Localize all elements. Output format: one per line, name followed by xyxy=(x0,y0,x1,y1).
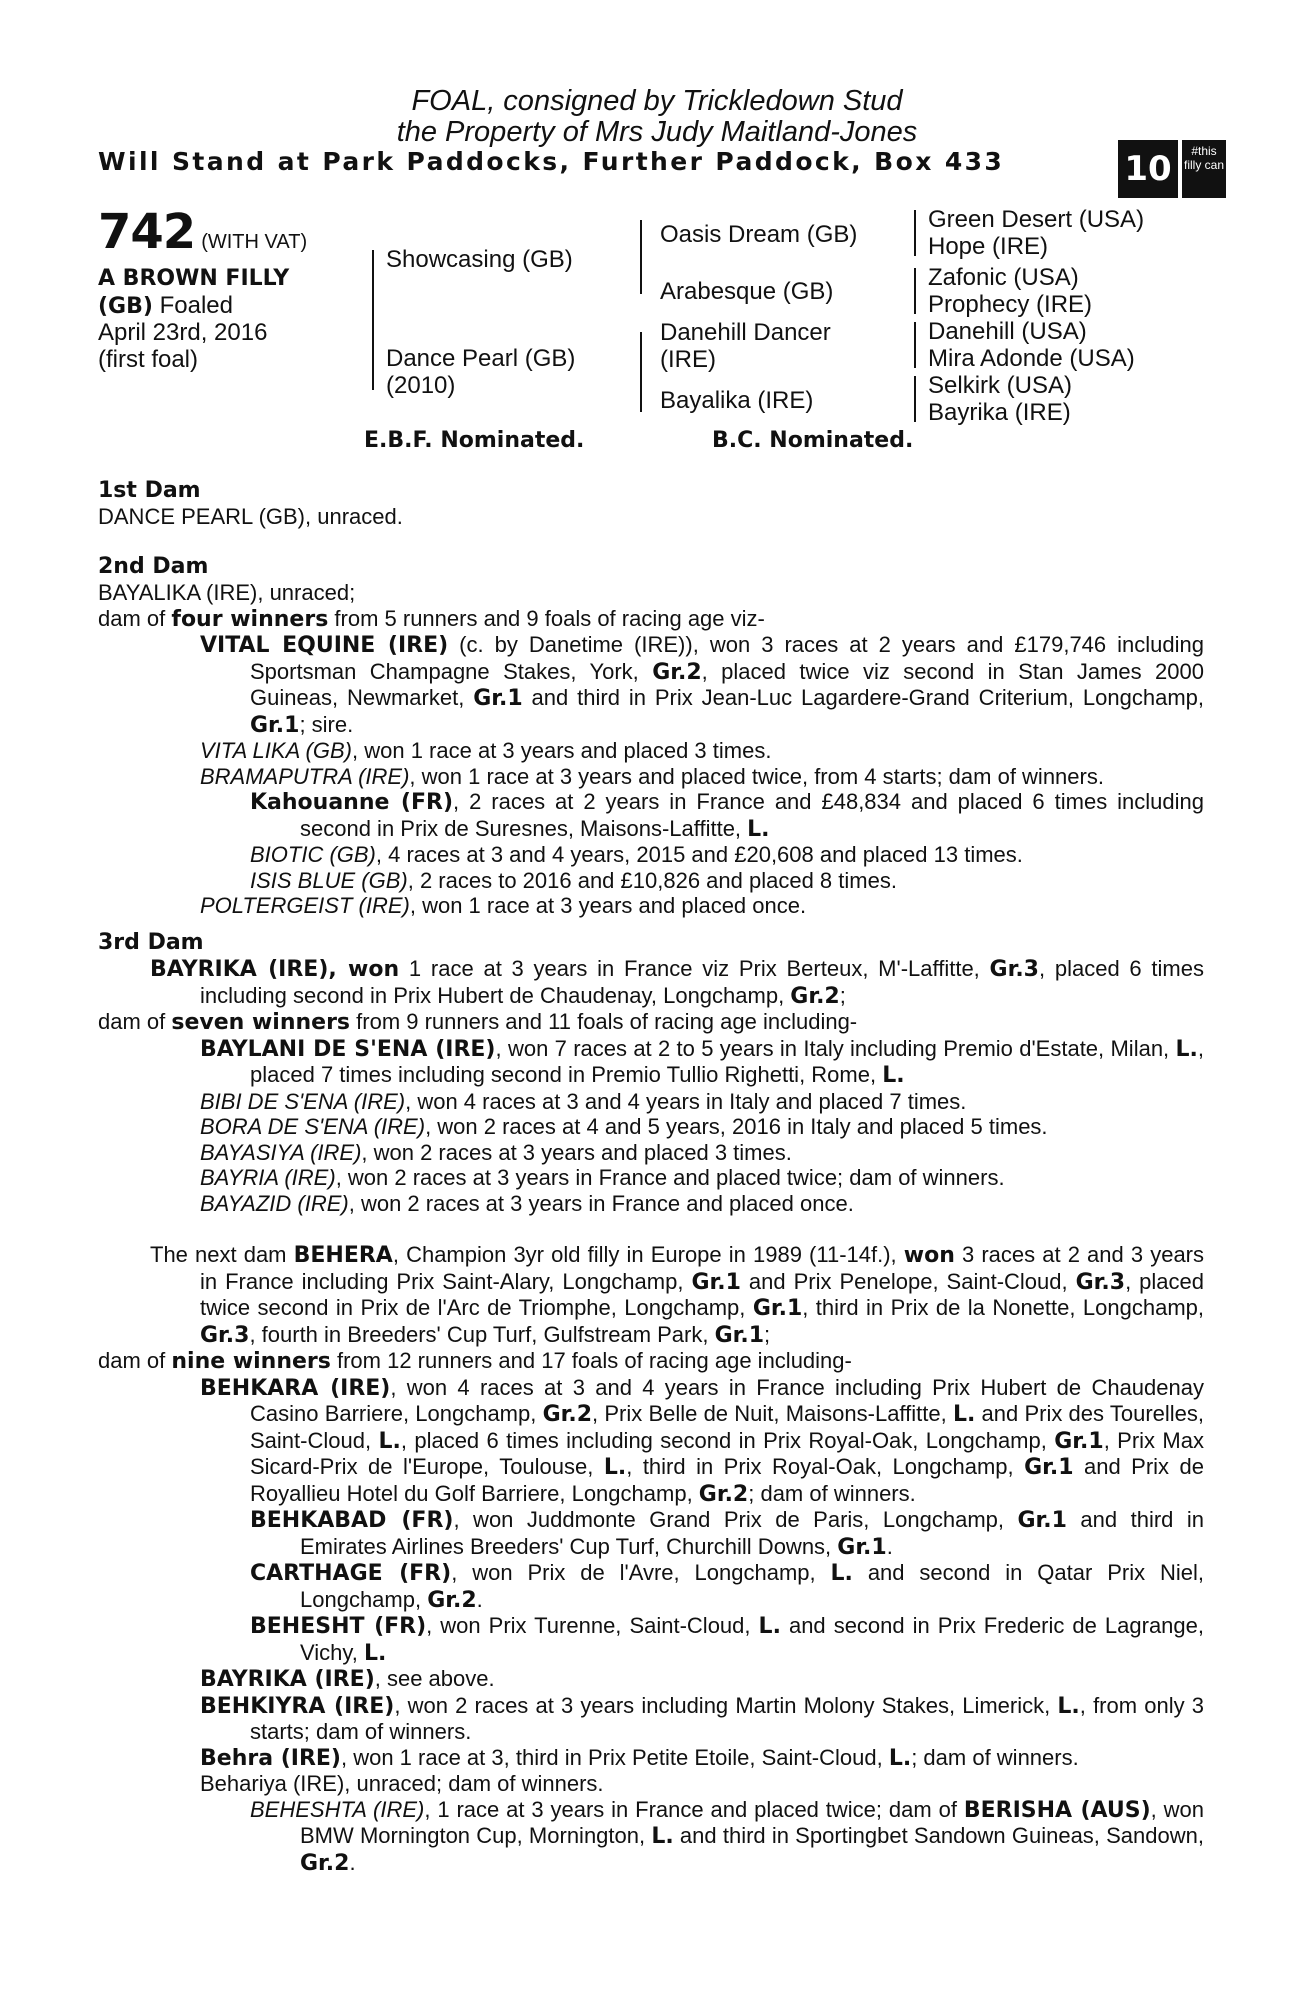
race-record: , won Prix Turenne, Saint-Cloud, xyxy=(426,1613,759,1638)
race-record: 1 race at 3 years in France viz Prix Berteux, M'-Laffitte, xyxy=(399,956,990,981)
race-record: . xyxy=(886,1533,893,1559)
produce-bayasiya xyxy=(98,1140,1204,1166)
brace-3 xyxy=(914,322,916,368)
horse-name: BEHKABAD (FR) xyxy=(250,1508,454,1533)
produce-behkara xyxy=(98,1375,1204,1508)
grade: Gr.3 xyxy=(200,1322,250,1348)
logo-ten: 10 xyxy=(1118,140,1178,198)
horse-name: BAYRIKA (IRE) xyxy=(200,1667,375,1692)
race-record: , won 2 races at 3 years in France and placed once. xyxy=(348,1190,854,1216)
race-record: , placed twice second in Prix de l'Arc de Triomphe, Longchamp, xyxy=(200,1268,1204,1320)
pedigree-g6: Mira Adonde (USA) xyxy=(928,345,1135,372)
horse-name: BIBI DE S'ENA (IRE) xyxy=(200,1088,406,1114)
grade: Gr.1 xyxy=(837,1534,887,1560)
race-record: , won 1 race at 3, third in Prix Petite Etoile, Saint-Cloud, xyxy=(340,1744,889,1770)
grade: L. xyxy=(1057,1693,1080,1719)
third-dam-produce xyxy=(98,1009,1204,1036)
pedigree-g4: Prophecy (IRE) xyxy=(928,291,1093,318)
race-record: , fourth in Breeders' Cup Turf, Gulfstream Park, xyxy=(249,1321,715,1347)
horse-name: BEHERA xyxy=(293,1243,393,1268)
foaling-date: April 23rd, 2016 xyxy=(98,319,268,346)
property-line: the Property of Mrs Judy Maitland-Jones xyxy=(396,116,918,148)
horse-name: BAYRIA (IRE) xyxy=(200,1165,336,1190)
race-record: , Prix Belle de Nuit, Maisons-Laffitte, xyxy=(592,1401,953,1426)
produce-kahouanne xyxy=(98,789,1204,842)
pedigree-dam-sire: Danehill Dancer xyxy=(660,319,831,346)
grade: L. xyxy=(952,1402,976,1427)
race-record: , won 2 races at 3 years in France and placed twice; dam of winners. xyxy=(335,1165,1005,1190)
produce-vital-equine xyxy=(98,632,1204,738)
pedigree-dam-sire-origin: (IRE) xyxy=(660,346,716,373)
won-label: , won xyxy=(328,957,400,982)
dam-of-label: dam of xyxy=(98,1009,172,1034)
race-record: , won 2 races at 3 years including Martin Molony Stakes, Limerick, xyxy=(394,1692,1058,1718)
race-record: (c. by Danetime (IRE)), won 3 races at 2 years and £179,746 including Sportsman Champagne Stakes, York, xyxy=(250,632,1205,684)
race-record: 3 races at 2 and 3 years in France including Prix Saint-Alary, Longchamp, xyxy=(200,1242,1205,1294)
pedigree-g1: Green Desert (USA) xyxy=(928,206,1145,233)
grade: Gr.1 xyxy=(250,712,300,738)
grade: Gr.1 xyxy=(1017,1508,1067,1533)
race-record: , won 7 races at 2 to 5 years in Italy including Premio d'Estate, Milan, xyxy=(495,1035,1176,1061)
race-record: , won Juddmonte Grand Prix de Paris, Longchamp, xyxy=(453,1507,1018,1532)
race-record: , won 1 race at 3 years and placed 3 times. xyxy=(352,738,772,763)
horse-name: BEHKIYRA (IRE) xyxy=(200,1693,395,1719)
race-record: , 2 races at 2 years in France and £48,834 and placed 6 times including second in Prix de Suresnes, Maisons-Laffitte, xyxy=(300,789,1204,841)
race-record: , won 1 race at 3 years and placed once. xyxy=(409,893,807,918)
horse-name: VITA LIKA (GB) xyxy=(200,738,352,763)
horse-name: POLTERGEIST (IRE) xyxy=(200,893,410,918)
race-record: , see above. xyxy=(374,1666,495,1691)
grade: Gr.2 xyxy=(427,1587,477,1613)
brace-2 xyxy=(914,268,916,314)
pedigree-dam-year: (2010) xyxy=(386,372,456,399)
race-record: and third in Sportingbet Sandown Guineas, Sandown, xyxy=(673,1823,1204,1848)
grade: Gr.1 xyxy=(714,1322,765,1348)
grade: L. xyxy=(603,1455,627,1480)
race-record: , won Prix de l'Avre, Longchamp, xyxy=(451,1560,831,1585)
horse-name: BERISHA (AUS) xyxy=(963,1797,1151,1823)
produce-behesht xyxy=(98,1613,1204,1666)
sire-brace xyxy=(640,220,642,294)
first-dam-heading: 1st Dam xyxy=(98,478,201,503)
produce-biotic xyxy=(98,842,1204,868)
race-record: ; sire. xyxy=(299,711,354,737)
race-record: , third in Prix de la Nonette, Longchamp, xyxy=(802,1295,1204,1320)
race-record: , third in Prix Royal-Oak, Longchamp, xyxy=(626,1454,1025,1479)
pedigree-g7: Selkirk (USA) xyxy=(928,372,1073,399)
produce-summary: from 9 runners and 11 foals of racing age including- xyxy=(350,1009,858,1034)
pedigree-sire-dam: Arabesque (GB) xyxy=(660,278,834,305)
lot-number: 742 xyxy=(98,204,196,260)
grade: Gr.2 xyxy=(652,659,702,685)
dam-of-label: dam of xyxy=(98,605,172,631)
horse-name: BAYLANI DE S'ENA (IRE) xyxy=(200,1036,496,1062)
race-record: and Prix des Tourelles, Saint-Cloud, xyxy=(250,1401,1205,1453)
pedigree-g2: Hope (IRE) xyxy=(928,233,1049,260)
race-record: . xyxy=(349,1849,356,1875)
grade: L. xyxy=(1175,1036,1198,1062)
race-record: , Prix Max Sicard-Prix de l'Europe, Toulouse, xyxy=(250,1427,1204,1479)
won-label: won xyxy=(903,1243,955,1268)
second-dam-produce xyxy=(98,606,1204,633)
grade: Gr.1 xyxy=(691,1269,741,1295)
vat-note: (WITH VAT) xyxy=(201,231,308,253)
horse-name: BEHKARA (IRE) xyxy=(200,1375,391,1401)
horse-name: Kahouanne (FR) xyxy=(250,790,454,815)
produce-bibi xyxy=(98,1089,1204,1115)
race-record: , won BMW Mornington Cup, Mornington, xyxy=(300,1796,1204,1848)
produce-behra xyxy=(98,1745,1204,1772)
ebf-nomination: E.B.F. Nominated. xyxy=(364,428,585,453)
next-dam-produce xyxy=(98,1348,1204,1375)
race-record: , from only 3 starts; dam of winners. xyxy=(250,1692,1204,1744)
race-record: , placed 7 times including second in Premio Tullio Righetti, Rome, xyxy=(250,1035,1205,1087)
grade: Gr.2 xyxy=(300,1850,350,1876)
produce-isis-blue xyxy=(98,868,1204,894)
third-dam-section xyxy=(98,956,1204,1216)
pedigree-g5: Danehill (USA) xyxy=(928,318,1087,345)
grade: Gr.2 xyxy=(790,983,840,1009)
produce-beheshta xyxy=(98,1797,1204,1877)
this-filly-can-logo xyxy=(1118,140,1226,198)
first-dam-text: DANCE PEARL (GB), unraced. xyxy=(98,504,403,529)
horse-name: BEHESHT (FR) xyxy=(250,1614,427,1639)
horse-name: BIOTIC (GB) xyxy=(250,842,376,867)
race-record: , Champion 3yr old filly in Europe in 1989 (11-14f.), xyxy=(392,1242,904,1267)
race-record: , placed 6 times including second in Prix Hubert de Chaudenay, Longchamp, xyxy=(200,956,1204,1008)
horse-name: BAYAZID (IRE) xyxy=(200,1190,349,1216)
second-dam-heading: 2nd Dam xyxy=(98,554,209,579)
race-record: , 4 races at 3 and 4 years, 2015 and £20,608 and placed 13 times. xyxy=(375,842,1023,867)
grade: L. xyxy=(882,1063,905,1088)
horse-name: BRAMAPUTRA (IRE) xyxy=(200,763,410,789)
grade: Gr.2 xyxy=(698,1481,749,1507)
race-record: , 1 race at 3 years in France and placed twice; dam of xyxy=(424,1796,964,1822)
dam-of-label: dam of xyxy=(98,1348,172,1373)
race-record: and third in Emirates Airlines Breeders' Cup Turf, Churchill Downs, xyxy=(300,1507,1205,1559)
horse-name: CARTHAGE (FR) xyxy=(250,1561,452,1586)
race-record: , won 2 races at 4 and 5 years, 2016 in Italy and placed 5 times. xyxy=(425,1114,1048,1139)
produce-summary: from 12 runners and 17 foals of racing age including- xyxy=(330,1348,852,1373)
horse-name: BAYRIKA (IRE) xyxy=(150,957,329,982)
pedigree-sire: Showcasing (GB) xyxy=(386,246,573,273)
produce-behkiyra xyxy=(98,1693,1204,1745)
race-record: ; xyxy=(764,1321,771,1347)
winners-count: seven winners xyxy=(171,1010,351,1035)
produce-bayria xyxy=(98,1165,1204,1191)
produce-bora xyxy=(98,1114,1204,1140)
third-dam-heading: 3rd Dam xyxy=(98,930,204,955)
race-record: , won 4 races at 3 and 4 years in Italy and placed 7 times. xyxy=(405,1088,967,1114)
horse-name: BAYASIYA (IRE) xyxy=(200,1139,362,1165)
grade: Gr.1 xyxy=(752,1296,803,1321)
brace-1 xyxy=(914,210,916,256)
pedigree-dam-dam: Bayalika (IRE) xyxy=(660,387,814,414)
produce-bramaputra xyxy=(98,764,1204,790)
second-dam-name: BAYALIKA (IRE), unraced; xyxy=(98,580,356,605)
consignor-line: FOAL, consigned by Trickledown Stud xyxy=(411,85,903,117)
pedigree-dam: Dance Pearl (GB) xyxy=(386,345,576,372)
dam-brace xyxy=(640,332,642,412)
grade: Gr.3 xyxy=(1075,1269,1126,1295)
grade: Gr.1 xyxy=(1024,1455,1074,1480)
race-record: and second in Qatar Prix Niel, Longchamp, xyxy=(300,1560,1204,1612)
produce-baylani xyxy=(98,1036,1204,1089)
third-dam-record xyxy=(98,956,1204,1009)
grade: L. xyxy=(888,1745,912,1771)
produce-bayrika xyxy=(98,1666,1204,1693)
next-dam-record xyxy=(98,1242,1204,1348)
pedigree-g3: Zafonic (USA) xyxy=(928,264,1079,291)
grade: L. xyxy=(378,1428,401,1454)
grade: L. xyxy=(758,1614,781,1639)
race-record: , 2 races to 2016 and £10,826 and placed 8 times. xyxy=(407,867,897,893)
next-dam-label: The next dam xyxy=(150,1242,294,1267)
grade: Gr.3 xyxy=(989,957,1039,982)
race-record: and second in Prix Frederic de Lagrange, Vichy, xyxy=(300,1613,1205,1665)
logo-tagline: #this filly can xyxy=(1182,140,1226,198)
race-record: , placed twice viz second in Stan James 2000 Guineas, Newmarket, xyxy=(250,658,1204,710)
stand-line: Will Stand at Park Paddocks, Further Paddock, Box 433 xyxy=(98,147,1005,176)
second-dam-section xyxy=(98,580,1204,919)
winners-count: four winners xyxy=(171,606,329,632)
bc-nomination: B.C. Nominated. xyxy=(712,428,914,453)
lot-line xyxy=(98,204,307,260)
next-dam-section xyxy=(98,1242,1204,1876)
lot-origin: (GB) xyxy=(98,294,153,319)
sire-dam-brace xyxy=(372,250,374,390)
foal-note: (first foal) xyxy=(98,346,199,373)
race-record: and third in Prix Jean-Luc Lagardere-Grand Criterium, Longchamp, xyxy=(522,685,1204,710)
lot-foaled-line xyxy=(98,292,233,320)
produce-carthage xyxy=(98,1560,1204,1613)
grade: L. xyxy=(747,816,770,842)
horse-name: BEHESHTA (IRE) xyxy=(250,1796,425,1822)
horse-name: Behra (IRE) xyxy=(200,1745,341,1771)
grade: L. xyxy=(364,1640,387,1666)
winners-count: nine winners xyxy=(171,1349,331,1374)
horse-name: ISIS BLUE (GB) xyxy=(250,867,408,893)
produce-behkabad xyxy=(98,1507,1204,1560)
race-record: , won 2 races at 3 years and placed 3 times. xyxy=(361,1139,792,1165)
race-record: and Prix de Royallieu Hotel du Golf Barriere, Longchamp, xyxy=(250,1454,1205,1506)
produce-poltergeist xyxy=(98,893,1204,919)
race-record: ; dam of winners. xyxy=(748,1480,916,1506)
race-record: , won 1 race at 3 years and placed twice, from 4 starts; dam of winners. xyxy=(409,763,1104,789)
produce-behariya: Behariya (IRE), unraced; dam of winners. xyxy=(200,1771,604,1796)
race-record: , placed 6 times including second in Prix Royal-Oak, Longchamp, xyxy=(400,1427,1055,1453)
grade: Gr.2 xyxy=(542,1402,593,1427)
horse-name: BORA DE S'ENA (IRE) xyxy=(200,1114,426,1139)
race-record: . xyxy=(476,1586,483,1612)
horse-name: VITAL EQUINE (IRE) xyxy=(200,633,449,658)
grade: L. xyxy=(651,1824,674,1849)
race-record: ; xyxy=(839,982,846,1008)
brace-4 xyxy=(914,376,916,422)
lot-description: A BROWN FILLY xyxy=(98,266,290,291)
pedigree-sire-sire: Oasis Dream (GB) xyxy=(660,221,858,248)
grade: L. xyxy=(830,1561,853,1586)
race-record: ; dam of winners. xyxy=(911,1744,1079,1770)
produce-summary: from 5 runners and 9 foals of racing age viz- xyxy=(328,605,765,631)
produce-bayazid xyxy=(98,1191,1204,1217)
foaled-label: Foaled xyxy=(152,292,233,319)
race-record: , won 4 races at 3 and 4 years in France including Prix Hubert de Chaudenay Casino Barriere, Longchamp, xyxy=(250,1374,1204,1426)
pedigree-g8: Bayrika (IRE) xyxy=(928,399,1071,426)
grade: Gr.1 xyxy=(1054,1428,1104,1454)
grade: Gr.1 xyxy=(473,686,523,711)
race-record: and Prix Penelope, Saint-Cloud, xyxy=(740,1268,1076,1294)
produce-vita-lika xyxy=(98,738,1204,764)
